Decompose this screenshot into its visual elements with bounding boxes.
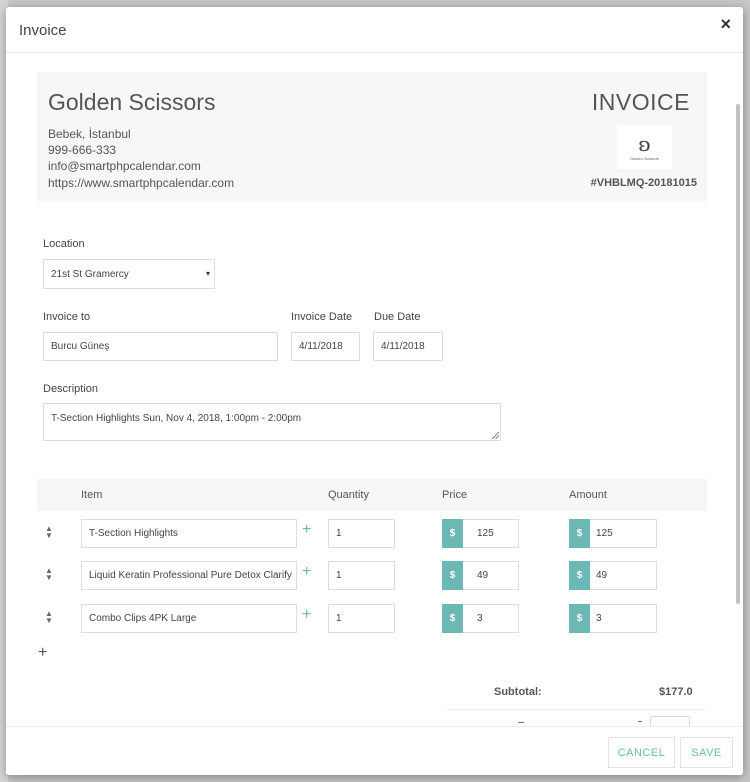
currency-icon: $ <box>569 604 590 633</box>
subtotal-label: Subtotal: <box>494 686 542 698</box>
column-header-quantity: Quantity <box>328 489 369 501</box>
price-value: 49 <box>463 561 519 590</box>
column-header-item: Item <box>81 489 103 501</box>
item-input[interactable] <box>81 561 297 590</box>
price-value: 3 <box>463 604 519 633</box>
item-input[interactable] <box>81 604 297 633</box>
chevron-down-icon: ▾ <box>205 269 210 278</box>
add-item-icon[interactable]: + <box>302 563 312 580</box>
quantity-value: 1 <box>336 528 342 539</box>
invoice-modal <box>6 7 743 775</box>
price-input[interactable] <box>442 561 519 590</box>
due-date-value: 4/11/2018 <box>381 341 425 352</box>
invoice-to-value: Burcu Güneş <box>51 341 110 352</box>
currency-icon: $ <box>569 561 590 590</box>
company-website: https://www.smartphpcalendar.com <box>48 176 235 190</box>
due-date-input[interactable] <box>373 332 443 361</box>
quantity-value: 1 <box>336 570 342 581</box>
modal-footer <box>6 726 743 775</box>
company-phone: 999-666-333 <box>48 143 117 157</box>
company-card <box>37 72 707 202</box>
add-item-icon[interactable]: + <box>302 606 312 623</box>
quantity-input[interactable] <box>328 519 395 548</box>
amount-input[interactable] <box>569 561 657 590</box>
description-label: Description <box>43 383 99 395</box>
add-item-icon[interactable]: + <box>302 521 312 538</box>
location-label: Location <box>43 238 85 250</box>
discount-input[interactable] <box>650 716 690 726</box>
drag-handle-icon[interactable]: ▲ ▼ <box>45 524 53 540</box>
items-table-header <box>37 479 707 511</box>
discount-dash <box>518 722 524 723</box>
cancel-button[interactable]: CANCEL <box>608 737 675 768</box>
price-value: 125 <box>463 519 519 548</box>
location-value: 21st St Gramercy <box>51 268 129 280</box>
price-input[interactable] <box>442 519 519 548</box>
discount-mark <box>638 721 642 724</box>
table-row <box>6 519 743 549</box>
modal-header <box>6 7 743 53</box>
resize-handle-icon[interactable] <box>492 432 499 439</box>
currency-icon: $ <box>442 519 463 548</box>
table-row <box>6 561 743 591</box>
company-logo <box>617 125 672 169</box>
item-value: Combo Clips 4PK Large <box>89 613 197 624</box>
due-date-label: Due Date <box>374 311 421 323</box>
company-address: Bebek, İstanbul <box>48 127 131 141</box>
invoice-date-input[interactable] <box>291 332 360 361</box>
company-name: Golden Scissors <box>48 89 216 115</box>
close-icon[interactable]: × <box>720 14 731 34</box>
drag-handle-icon[interactable]: ▲ ▼ <box>45 609 53 625</box>
quantity-input[interactable] <box>328 604 395 633</box>
price-input[interactable] <box>442 604 519 633</box>
logo-wordmark: Golden Scissors <box>629 155 660 161</box>
column-header-amount: Amount <box>569 489 607 501</box>
add-row-icon[interactable]: + <box>38 644 48 661</box>
location-select[interactable] <box>43 259 215 289</box>
company-email: info@smartphpcalendar.com <box>48 159 201 173</box>
invoice-to-label: Invoice to <box>43 311 91 323</box>
currency-icon: $ <box>569 519 590 548</box>
description-value: T-Section Highlights Sun, Nov 4, 2018, 1:00pm - 2:00pm <box>51 413 302 424</box>
description-textarea[interactable] <box>43 403 501 441</box>
invoice-to-input[interactable] <box>43 332 278 361</box>
subtotal-value: $177.0 <box>659 686 693 698</box>
save-button[interactable]: SAVE <box>680 737 733 768</box>
currency-icon: $ <box>442 604 463 633</box>
table-row <box>6 604 743 634</box>
column-header-price: Price <box>442 489 468 501</box>
currency-icon: $ <box>442 561 463 590</box>
invoice-heading: INVOICE <box>591 89 690 115</box>
modal-body <box>6 54 743 726</box>
logo-icon: ʚ <box>638 131 651 156</box>
amount-value: 3 <box>590 604 657 633</box>
item-input[interactable] <box>81 519 297 548</box>
amount-value: 49 <box>590 561 657 590</box>
invoice-date-value: 4/11/2018 <box>299 341 343 352</box>
quantity-input[interactable] <box>328 561 395 590</box>
totals-divider <box>446 709 706 710</box>
invoice-date-label: Invoice Date <box>291 311 353 323</box>
quantity-value: 1 <box>336 613 342 624</box>
amount-input[interactable] <box>569 519 657 548</box>
modal-title: Invoice <box>19 22 67 39</box>
invoice-number: #VHBLMQ-20181015 <box>590 177 697 189</box>
amount-value: 125 <box>590 519 657 548</box>
drag-handle-icon[interactable]: ▲ ▼ <box>45 566 53 582</box>
item-value: T-Section Highlights <box>89 528 178 539</box>
item-value: Liquid Keratin Professional Pure Detox Clarify <box>89 570 292 581</box>
amount-input[interactable] <box>569 604 657 633</box>
